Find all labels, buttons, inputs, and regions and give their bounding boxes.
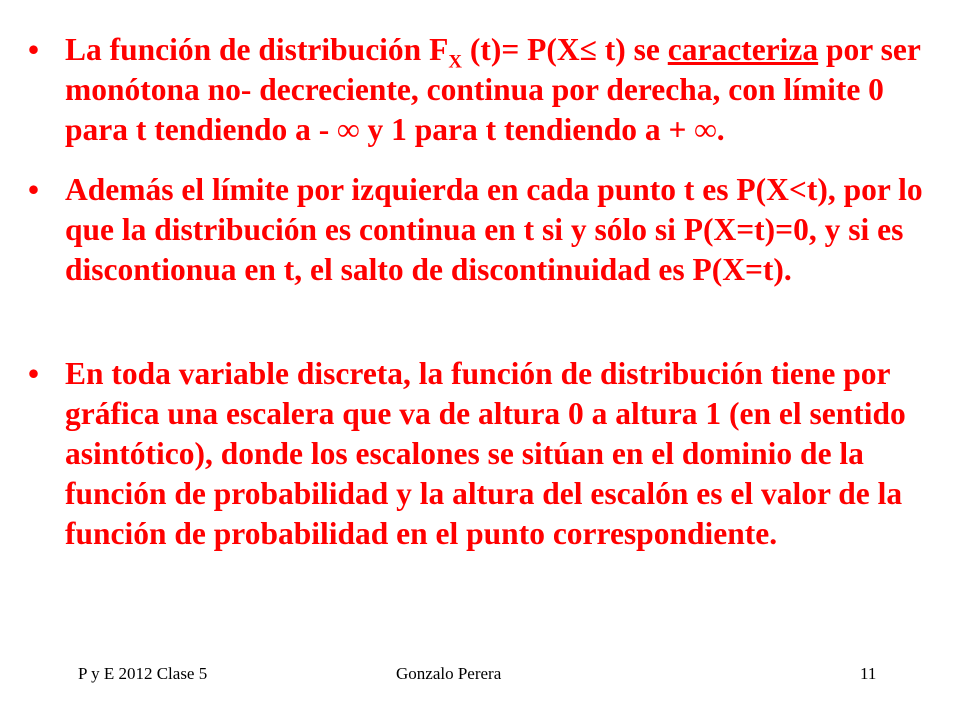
subscript-x: X — [448, 51, 462, 73]
bullet-dot-icon: • — [28, 32, 40, 67]
footer-course: P y E 2012 Clase 5 — [78, 664, 208, 683]
bullet-dot-icon: • — [28, 356, 40, 391]
bullet-text-part: La función de distribución F — [65, 32, 449, 67]
bullet-text-part: (t)= P(X≤ t) se — [461, 32, 668, 67]
bullet-text-part: por ser monótona no- decreciente, continua por derecha, con límite 0 para t tendiendo a - ∞ y 1 para t tendiendo a + ∞. — [65, 32, 921, 147]
bullet-list — [28, 30, 938, 554]
bullet-dot-icon: • — [28, 172, 40, 207]
bullet-item-distribution-definition — [28, 30, 938, 150]
underlined-word: caracteriza — [667, 32, 819, 67]
bullet-item-left-limit — [28, 170, 938, 290]
bullet-text: En toda variable discreta, la función de distribución tiene por gráfica una escalera que va de altura 0 a altura 1 (en el sentido asintótico), donde los escalones se sitúan en el dominio de la función de probabilidad y la altura del escalón es el valor de la función de probabilidad en el punto correspondiente. — [65, 356, 906, 551]
footer-author: Gonzalo Perera — [396, 664, 502, 683]
footer-page-number: 11 — [860, 664, 877, 683]
bullet-text: Además el límite por izquierda en cada punto t es P(X<t), por lo que la distribución es continua en t si y sólo si P(X=t)=0, y si es discontionua en t, el salto de discontinuidad es P(X=t). — [65, 172, 923, 287]
bullet-item-discrete-variable — [28, 354, 938, 554]
